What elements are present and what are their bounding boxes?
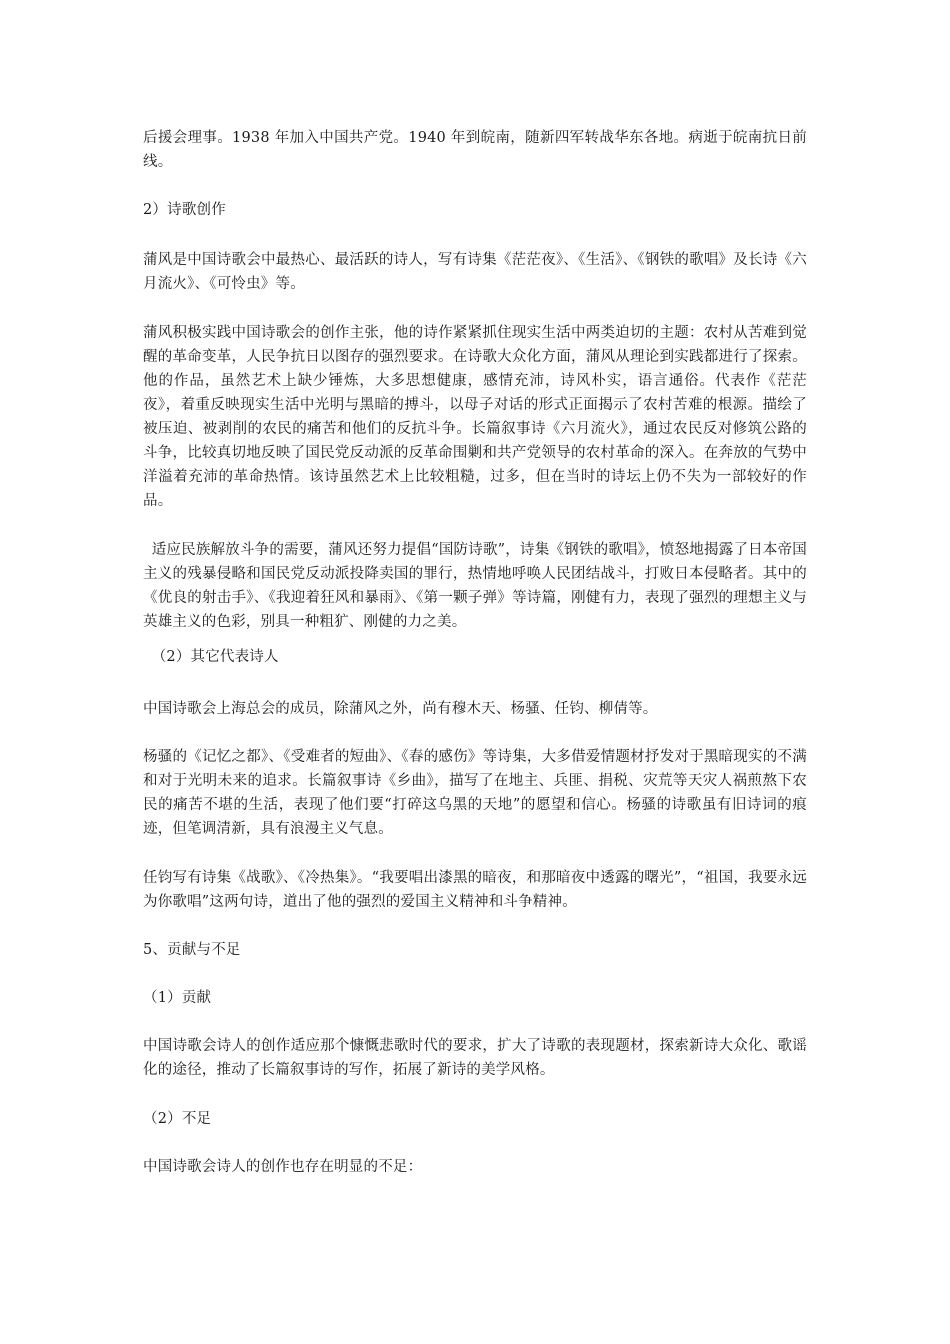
paragraph-shanghai-members: 中国诗歌会上海总会的成员，除蒲风之外，尚有穆木天、杨骚、任钧、柳倩等。: [143, 701, 658, 717]
paragraph-biography-end: 后援会理事。1938 年加入中国共产党。1940 年到皖南，随新四军转战华东各地。病逝于皖南抗日前线。: [143, 130, 807, 170]
heading-shortcomings: （2）不足: [143, 1111, 212, 1127]
paragraph-ren-jun: 任钧写有诗集《战歌》、《冷热集》。“我要唱出漆黑的暗夜，和那暗夜中透露的曙光”，“祖国，我要永远为你歌唱”这两句诗，道出了他的强烈的爱国主义精神和斗争精神。: [143, 870, 807, 910]
paragraph-pufeng-practice: 蒲风积极实践中国诗歌会的创作主张，他的诗作紧紧抓住现实生活中两类迫切的主题：农村从苦难到觉醒的革命变革，人民争抗日以图存的强烈要求。在诗歌大众化方面，蒲风从理论到实践都进行了探索。他的作品，虽然艺术上缺少锤炼，大多思想健康，感情充沛，诗风朴实，语言通俗。代表作《茫茫夜》，着重反映现实生活中光明与黑暗的搏斗，以母子对话的形式正面揭示了农村苦难的根源。描绘了被压迫、被剥削的农民的痛苦和他们的反抗斗争。长篇叙事诗《六月流火》，通过农民反对修筑公路的斗争，比较真切地反映了国民党反动派的反革命围剿和共产党领导的农村革命的深入。在奔放的气势中洋溢着充沛的革命热情。该诗虽然艺术上比较粗糙，过多，但在当时的诗坛上仍不失为一部较好的作品。: [143, 325, 807, 509]
heading-poetry-creation: 2）诗歌创作: [143, 202, 226, 218]
paragraph-shortcomings: 中国诗歌会诗人的创作也存在明显的不足：: [143, 1159, 423, 1175]
paragraph-contributions: 中国诗歌会诗人的创作适应那个慷慨悲歌时代的要求，扩大了诗歌的表现题材，探索新诗大众化、歌谣化的途径，推动了长篇叙事诗的写作，拓展了新诗的美学风格。: [143, 1038, 807, 1078]
paragraph-national-defense-poetry: 适应民族解放斗争的需要，蒲风还努力提倡“国防诗歌”，诗集《钢铁的歌唱》，愤怒地揭露了日本帝国主义的残暴侵略和国民党反动派投降卖国的罪行，热情地呼唤人民团结战斗，打败日本侵略者。其中的《优良的射击手》、《我迎着狂风和暴雨》、《第一颗子弹》等诗篇，刚健有力，表现了强烈的理想主义与英雄主义的色彩，别具一种粗犷、刚健的力之美。: [143, 542, 807, 630]
heading-contributions-shortcomings: 5、贡献与不足: [143, 942, 241, 958]
paragraph-yang-sao: 杨骚的《记忆之都》、《受难者的短曲》、《春的感伤》等诗集，大多借爱情题材抒发对于黑暗现实的不满和对于光明未来的追求。长篇叙事诗《乡曲》，描写了在地主、兵匪、捐税、灾荒等天灾人祸煎熬下农民的痛苦不堪的生活，表现了他们要“打碎这乌黑的天地”的愿望和信心。杨骚的诗歌虽有旧诗词的痕迹，但笔调清新，具有浪漫主义气息。: [143, 749, 807, 837]
heading-contributions: （1）贡献: [143, 990, 212, 1006]
paragraph-pufeng-works: 蒲风是中国诗歌会中最热心、最活跃的诗人，写有诗集《茫茫夜》、《生活》、《钢铁的歌唱》及长诗《六月流火》、《可怜虫》等。: [143, 252, 807, 292]
heading-other-poets: （2）其它代表诗人: [151, 649, 279, 665]
